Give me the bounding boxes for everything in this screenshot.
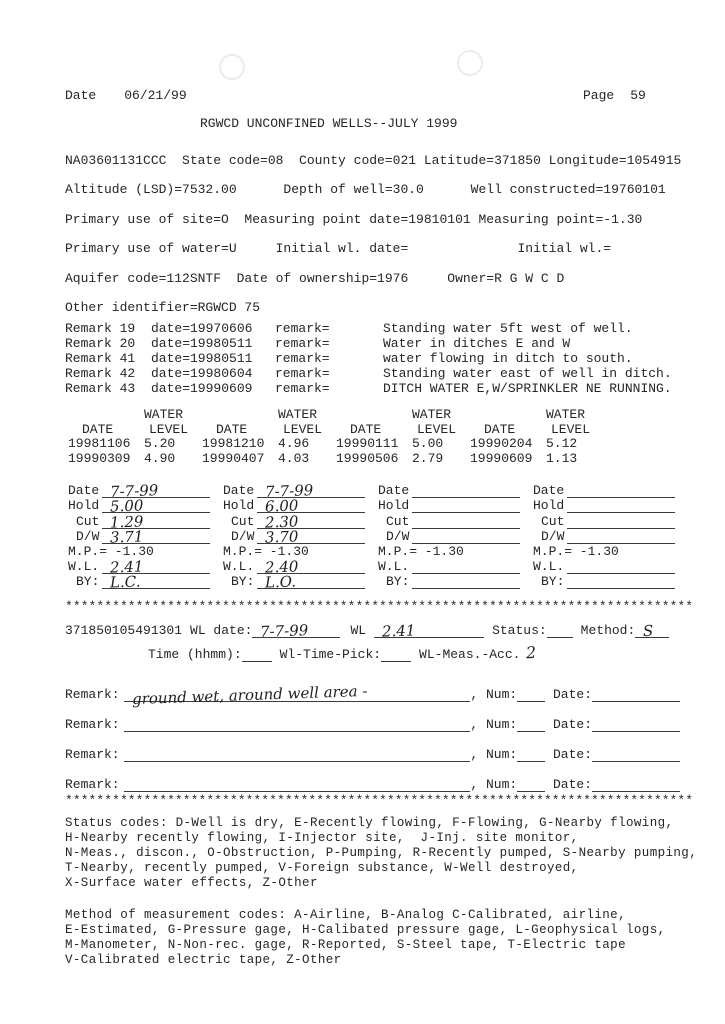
water-level-table — [68, 408, 590, 466]
wl-header-water: WATER — [546, 407, 586, 422]
remark-log-date: date=19990609 — [151, 381, 253, 396]
page-number — [583, 88, 646, 103]
date-field — [592, 687, 680, 702]
wl-field-label: W.L. — [378, 559, 410, 575]
remark-log-label: Remark 20 — [65, 336, 136, 351]
wl-level-cell: 5.00 — [412, 436, 444, 451]
table-row — [202, 437, 322, 452]
site-info-line: Aquifer code=112SNTF Date of ownership=1976 Owner=R G W C D — [65, 270, 565, 286]
dw-field — [257, 527, 365, 547]
field-remark-row — [65, 732, 680, 762]
date-label: Date: — [545, 687, 592, 702]
field-remark-row — [65, 762, 680, 792]
remark-log-row — [65, 351, 672, 366]
site-info-block — [65, 146, 681, 322]
wl-date-cell: 19990111 — [336, 436, 399, 451]
num-field — [517, 747, 545, 762]
wl-header-date: DATE — [350, 421, 382, 437]
dw-field-label: D/W — [76, 528, 100, 544]
site-info-line: Primary use of water=U Initial wl. date= Initial wl.= — [65, 241, 612, 257]
remark-eq-label: remark= — [275, 351, 330, 366]
num-field — [517, 687, 545, 702]
water-level-column — [68, 408, 188, 466]
date-field-label: Date — [378, 483, 410, 499]
wl-field — [567, 560, 675, 574]
acc-label: WL-Meas.-Acc. — [419, 647, 521, 662]
wl-header-level: LEVEL — [416, 421, 456, 437]
by-field-label: BY: — [231, 574, 255, 590]
hold-field — [412, 499, 520, 513]
wl-date-cell: 19990407 — [202, 450, 265, 466]
wl-date-label: WL date: — [190, 623, 253, 638]
cut-field-label: Cut — [541, 513, 565, 529]
hold-field — [257, 496, 365, 516]
wl-header-water: WATER — [278, 407, 318, 422]
status-codes-line: Status codes: D-Well is dry, E-Recently flowing, F-Flowing, G-Nearby flowing, — [65, 816, 674, 830]
site-info-line: Primary use of site=O Measuring point date=19810101 Measuring point=-1.30 — [65, 211, 643, 227]
wl-date-cell: 19990609 — [470, 450, 533, 466]
wl-header-level: LEVEL — [550, 421, 590, 437]
cut-field — [257, 511, 365, 532]
field-form-column — [378, 483, 520, 589]
date-field-label: Date — [223, 483, 255, 499]
wl-value-field — [374, 621, 484, 641]
by-field — [257, 572, 365, 592]
report-date-label: Date — [65, 88, 97, 103]
wl-level-cell: 5.20 — [144, 436, 176, 451]
hole-punch-mark — [457, 50, 483, 76]
remark-log-text: Water in ditches E and W — [383, 336, 571, 351]
field-form-column — [223, 481, 365, 592]
hold-field-label: Hold — [68, 498, 100, 514]
wl-date-cell: 19981210 — [202, 436, 265, 451]
cut-field-label: Cut — [386, 513, 410, 529]
wl-field-label: W.L. — [533, 559, 565, 575]
cut-field — [412, 515, 520, 529]
method-codes-line: V-Calibrated electric tape, Z-Other — [65, 953, 342, 967]
remark-log-text: DITCH WATER E,W/SPRINKLER NE RUNNING. — [383, 381, 672, 396]
remark-log-row — [65, 381, 672, 396]
mp-field-label: M.P.= -1.30 — [533, 543, 619, 559]
remark-field — [124, 777, 471, 792]
wl-level-cell: 4.90 — [144, 450, 176, 466]
date-label: Date: — [545, 777, 592, 792]
status-label: Status: — [492, 623, 547, 638]
handwritten-value: 2.30 — [265, 511, 300, 532]
table-row — [202, 452, 322, 467]
wl-header-date: DATE — [82, 421, 114, 437]
page-label: Page — [583, 88, 615, 103]
dw-field-label: D/W — [386, 528, 410, 544]
remark-field — [124, 681, 471, 709]
date-label: Date: — [545, 747, 592, 762]
num-field — [517, 717, 545, 732]
cut-field-label: Cut — [76, 513, 100, 529]
field-remark-row — [65, 672, 680, 709]
hold-field — [102, 496, 210, 516]
wl-field-label: W.L. — [223, 559, 255, 575]
handwritten-value: 1.29 — [110, 511, 145, 532]
status-codes-line: T-Nearby, recently pumped, V-Foreign substance, W-Well destroyed, — [65, 861, 579, 875]
remark-label: Remark: — [65, 687, 120, 702]
remark-eq-label: remark= — [275, 381, 330, 396]
handwritten-value: 7-7-99 — [109, 481, 159, 502]
handwritten-value: 6.00 — [264, 496, 299, 516]
wl-field-label: W.L. — [68, 559, 100, 575]
remark-eq-label: remark= — [275, 366, 330, 381]
handwritten-value: S — [642, 621, 654, 641]
remark-log-date: date=19970606 — [151, 321, 253, 336]
num-label: , Num: — [470, 687, 518, 702]
remark-log-date: date=19980511 — [151, 351, 253, 366]
report-date-value: 06/21/99 — [124, 88, 187, 103]
by-field — [412, 575, 520, 589]
date-field-label: Date — [533, 483, 565, 499]
status-codes-line: N-Meas., discon., O-Obstruction, P-Pumping, R-Recently pumped, S-Nearby pumping, — [65, 846, 698, 860]
dw-field-label: D/W — [541, 528, 565, 544]
remark-log-row — [65, 321, 672, 336]
water-level-column — [470, 408, 590, 466]
by-field — [567, 575, 675, 589]
wl-time-line — [148, 644, 537, 662]
table-row — [470, 452, 590, 467]
wl-header-level: LEVEL — [148, 421, 188, 437]
hold-field — [567, 499, 675, 513]
wl-header-water: WATER — [144, 407, 184, 422]
field-form-column — [68, 481, 210, 592]
wl-field — [257, 557, 365, 577]
date-field — [102, 481, 210, 502]
remark-log-text: water flowing in ditch to south. — [383, 351, 633, 366]
method-codes-line: M-Manometer, N-Non-rec. gage, R-Reported, S-Steel tape, T-Electric tape — [65, 938, 626, 952]
field-form-column — [533, 483, 675, 589]
wl-date-cell: 19990506 — [336, 450, 399, 466]
wl-header-date: DATE — [484, 421, 516, 437]
wl-header-date: DATE — [216, 421, 248, 437]
handwritten-value: 2 — [525, 642, 538, 663]
remark-log-label: Remark 43 — [65, 381, 136, 396]
method-codes-line: E-Estimated, G-Pressure gage, H-Calibated pressure gage, L-Geophysical logs, — [65, 923, 666, 937]
cut-field — [567, 515, 675, 529]
date-label: Date: — [545, 717, 592, 732]
dw-field — [412, 530, 520, 544]
site-info-line: NA03601131CCC State code=08 County code=021 Latitude=371850 Longitude=1054915 — [65, 153, 682, 168]
site-info-line: Altitude (LSD)=7532.00 Depth of well=30.0 Well constructed=19760101 — [65, 182, 666, 198]
asterisk-separator: ******************************************************************************** — [65, 793, 694, 808]
mp-field-label: M.P.= -1.30 — [378, 543, 464, 559]
by-field-label: BY: — [386, 574, 410, 590]
remark-log — [65, 321, 672, 396]
date-field — [567, 484, 675, 498]
cut-field — [102, 511, 210, 532]
remark-log-date: date=19980604 — [151, 366, 253, 381]
remark-log-label: Remark 42 — [65, 366, 136, 381]
table-row — [68, 452, 188, 467]
num-label: , Num: — [470, 747, 518, 762]
field-remark-section — [65, 672, 680, 792]
report-header — [65, 88, 660, 103]
wl-label: WL — [350, 623, 367, 638]
table-row — [470, 437, 590, 452]
method-field — [635, 621, 669, 641]
by-field-label: BY: — [76, 574, 100, 590]
water-level-column — [336, 408, 456, 466]
table-row — [68, 437, 188, 452]
time-pick-field — [381, 647, 411, 662]
num-label: , Num: — [470, 717, 518, 732]
mp-field-label: M.P.= -1.30 — [68, 543, 154, 559]
status-codes-block — [65, 816, 697, 891]
handwritten-value: 7-7-99 — [264, 481, 314, 502]
wl-measurement-line — [65, 618, 669, 641]
remark-log-text: Standing water 5ft west of well. — [383, 321, 633, 336]
method-codes-line: Method of measurement codes: A-Airline, B-Analog C-Calibrated, airline, — [65, 908, 626, 922]
site-id: 371850105491301 — [65, 623, 183, 638]
wl-date-cell: 19990309 — [68, 450, 131, 466]
remark-log-date: date=19980511 — [151, 336, 253, 351]
hold-field-label: Hold — [533, 498, 565, 514]
page-number-value: 59 — [630, 88, 646, 103]
remark-log-text: Standing water east of well in ditch. — [383, 366, 672, 381]
wl-date-field — [252, 621, 340, 641]
report-title: RGWCD UNCONFINED WELLS--JULY 1999 — [200, 116, 458, 131]
status-codes-line: X-Surface water effects, Z-Other — [65, 876, 318, 890]
time-label: Time (hhmm): — [148, 647, 242, 662]
remark-field — [124, 747, 471, 762]
wl-header-water: WATER — [412, 407, 452, 422]
method-label: Method: — [580, 623, 636, 638]
site-info-line: Other identifier=RGWCD 75 — [65, 300, 261, 316]
hold-field-label: Hold — [378, 498, 410, 514]
remark-label: Remark: — [65, 747, 120, 762]
handwritten-value: ground wet, around well area - — [131, 681, 368, 709]
hold-field-label: Hold — [223, 498, 255, 514]
water-level-column — [202, 408, 322, 466]
remark-label: Remark: — [65, 777, 120, 792]
remark-eq-label: remark= — [275, 321, 330, 336]
wl-field — [102, 557, 210, 577]
hole-punch-mark — [219, 54, 245, 80]
handwritten-value: L.O. — [265, 572, 297, 592]
wl-level-cell: 4.03 — [278, 450, 310, 466]
remark-log-label: Remark 19 — [65, 321, 136, 336]
dw-field — [102, 527, 210, 547]
date-field-label: Date — [68, 483, 100, 499]
remark-log-row — [65, 366, 672, 381]
handwritten-value: 5.00 — [109, 496, 144, 516]
handwritten-value: 2.41 — [381, 621, 416, 641]
field-measurement-form — [68, 481, 675, 592]
remark-log-row — [65, 336, 672, 351]
wl-date-cell: 19990204 — [470, 436, 533, 451]
handwritten-value: 2.40 — [264, 557, 299, 577]
date-field — [412, 484, 520, 498]
mp-field-label: M.P.= -1.30 — [223, 543, 309, 559]
wl-level-cell: 4.96 — [278, 436, 310, 451]
date-field — [592, 717, 680, 732]
date-field — [257, 481, 365, 502]
num-label: , Num: — [470, 777, 518, 792]
handwritten-value: L.C. — [110, 572, 142, 592]
dw-field-label: D/W — [231, 528, 255, 544]
table-row — [336, 452, 456, 467]
wl-field — [412, 560, 520, 574]
by-field — [102, 572, 210, 592]
cut-field-label: Cut — [231, 513, 255, 529]
wl-level-cell: 2.79 — [412, 450, 444, 466]
handwritten-value: 3.71 — [110, 527, 145, 547]
method-codes-block — [65, 908, 666, 968]
num-field — [517, 777, 545, 792]
date-field — [592, 747, 680, 762]
time-field — [242, 647, 272, 662]
date-field — [592, 777, 680, 792]
handwritten-value: 7-7-99 — [260, 621, 310, 641]
dw-field — [567, 530, 675, 544]
wl-header-level: LEVEL — [282, 421, 322, 437]
table-row — [336, 437, 456, 452]
handwritten-value: 2.41 — [109, 557, 144, 577]
wl-level-cell: 1.13 — [546, 450, 578, 466]
remark-label: Remark: — [65, 717, 120, 732]
remark-log-label: Remark 41 — [65, 351, 136, 366]
time-pick-label: Wl-Time-Pick: — [279, 647, 382, 662]
wl-level-cell: 5.12 — [546, 436, 578, 451]
remark-eq-label: remark= — [275, 336, 330, 351]
status-field — [547, 623, 573, 638]
asterisk-separator: ******************************************************************************** — [65, 599, 694, 614]
handwritten-value: 3.70 — [265, 527, 300, 547]
wl-date-cell: 19981106 — [68, 436, 131, 451]
status-codes-line: H-Nearby recently flowing, I-Injector site, J-Inj. site monitor, — [65, 831, 579, 845]
remark-field — [124, 717, 471, 732]
by-field-label: BY: — [541, 574, 565, 590]
